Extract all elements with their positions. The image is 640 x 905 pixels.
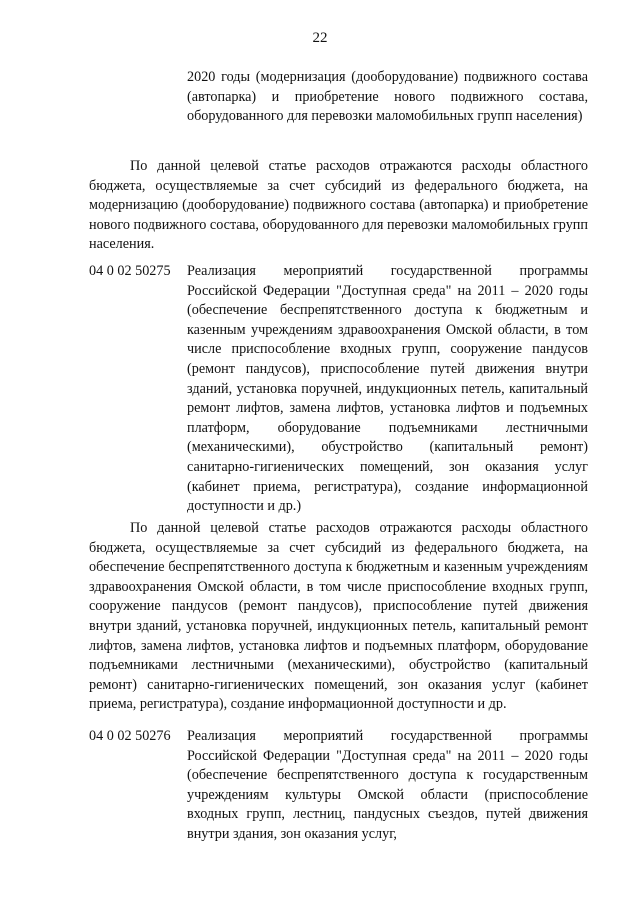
entry-code-2: 04 0 02 50276: [89, 728, 171, 744]
entry-description-1: Реализация мероприятий государственной программы Российской Федерации "Доступная среда" на 2011 – 2020 годы (обеспечение беспрепятственного доступа к бюджетным и казенным учреждениям здравоохранения Омской области, в том числе приспособление входных групп, сооружение пандусов (ремонт пандусов), приспособление путей движения внутри зданий, установка поручней, индукционных петель, капитальный ремонт лифтов, замена лифтов, установка лифтов и подъемных платформ, оборудование подъемниками лестничными (механическими), обустройство (капитальный ремонт) санитарно-гигиенических помещений, зон оказания услуг (кабинет приема, регистратура), создание информационной доступности и др.): [187, 263, 588, 515]
paragraph-1: По данной целевой статье расходов отражаются расходы областного бюджета, осуществляемые за счет субсидий из федерального бюджета, на модернизацию (дооборудование) подвижного состава (автопарка) и приобретение нового подвижного состава, оборудованного для перевозки маломобильных групп населения.: [89, 158, 588, 253]
entry-description-2: Реализация мероприятий государственной программы Российской Федерации "Доступная среда" на 2011 – 2020 годы (обеспечение беспрепятственного доступа к государственным учреждениям культуры Омской области (приспособление входных групп, лестниц, пандусных съездов, путей движения внутри здания, зон оказания услуг,: [187, 728, 588, 842]
continuation-text: 2020 годы (модернизация (дооборудование) подвижного состава (автопарка) и приобретение нового подвижного состава, оборудованного для перевозки маломобильных групп населения): [187, 69, 588, 125]
paragraph-2: По данной целевой статье расходов отражаются расходы областного бюджета, осуществляемые за счет субсидий из федерального бюджета, на обеспечение беспрепятственного доступа к бюджетным и казенным учреждениям здравоохранения Омской области, в том числе приспособление входных групп, сооружение пандусов (ремонт пандусов), приспособление путей движения внутри зданий, установка поручней, индукционных петель, капитальный ремонт лифтов, замена лифтов, установка лифтов и подъемных платформ, оборудование подъемниками лестничными (механическими), обустройство (капитальный ремонт) санитарно-гигиенических помещений, зон оказания услуг (кабинет приема, регистратура), создание информационной доступности и др.: [89, 520, 588, 713]
entry-code-1: 04 0 02 50275: [89, 263, 171, 279]
page-number: 22: [312, 30, 328, 46]
